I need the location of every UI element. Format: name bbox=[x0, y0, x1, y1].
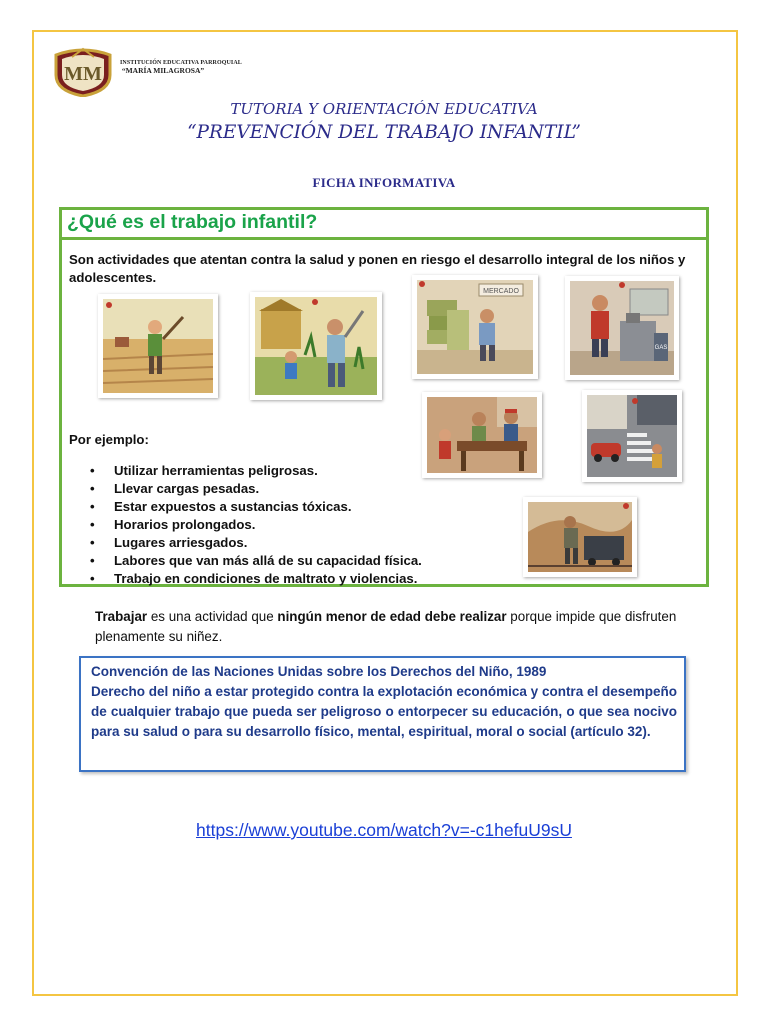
definition-intro: Son actividades que atentan contra la salud y ponen en riesgo el desarrollo integral de los niños y adolescentes. bbox=[69, 252, 686, 285]
definition-heading-bar bbox=[62, 210, 706, 240]
note-bold-2: ningún menor de edad debe realizar bbox=[277, 609, 507, 624]
illustration-child-farming bbox=[98, 294, 218, 398]
list-item: • Estar expuestos a sustancias tóxicas. bbox=[90, 498, 422, 516]
video-link[interactable]: https://www.youtube.com/watch?v=-c1hefuU9sU bbox=[196, 820, 572, 840]
list-item: • Trabajo en condiciones de maltrato y violencias. bbox=[90, 570, 422, 588]
market-sign-text: MERCADO bbox=[483, 288, 519, 295]
list-item: • Utilizar herramientas peligrosas. bbox=[90, 462, 422, 480]
definition-heading: ¿Qué es el trabajo infantil? bbox=[67, 211, 318, 233]
list-item: • Lugares arriesgados. bbox=[90, 534, 422, 552]
list-item: • Labores que van más allá de su capacidad física. bbox=[90, 552, 422, 570]
list-item: • Horarios prolongados. bbox=[90, 516, 422, 534]
illustration-street-crossing bbox=[582, 390, 682, 482]
illustration-violence-table bbox=[422, 392, 542, 478]
illustration-heavy-loads bbox=[412, 275, 538, 379]
page-title: “PREVENCIÓN DEL TRABAJO INFANTIL” bbox=[187, 122, 581, 143]
note-bold-1: Trabajar bbox=[95, 609, 148, 624]
convention-title: Convención de las Naciones Unidas sobre los Derechos del Niño, 1989 bbox=[91, 664, 547, 679]
list-item: • Llevar cargas pesadas. bbox=[90, 480, 422, 498]
note-text-1: es una actividad que bbox=[147, 609, 278, 624]
examples-label: Por ejemplo: bbox=[69, 432, 149, 447]
convention-text bbox=[91, 662, 677, 742]
sheet-label: FICHA INFORMATIVA bbox=[312, 175, 456, 190]
school-crest-logo bbox=[50, 45, 116, 97]
note-text-2: porque impide que disfruten plenamente su niñez. bbox=[95, 609, 677, 644]
illustration-kitchen-stove bbox=[565, 276, 679, 380]
illustration-mine-cart bbox=[523, 497, 637, 577]
examples-list bbox=[90, 462, 422, 588]
convention-body: Derecho del niño a estar protegido contra la explotación económica y contra el desempeño de cualquier trabajo que pueda ser peligroso o entorpecer su educación, o que sea nocivo para su salud o para su desarrollo físico, mental, espiritual, moral o social (artículo 32). bbox=[91, 684, 677, 739]
page-subtitle: TUTORIA Y ORIENTACIÓN EDUCATIVA bbox=[230, 100, 538, 118]
note-paragraph bbox=[95, 607, 695, 647]
institution-name bbox=[120, 60, 242, 75]
institution-line1: INSTITUCIÓN EDUCATIVA PARROQUIAL bbox=[120, 60, 242, 66]
svg-text:MM: MM bbox=[64, 63, 102, 85]
illustration-adult-machete bbox=[250, 292, 382, 400]
institution-line2: “MARÍA MILAGROSA” bbox=[121, 66, 205, 75]
gas-label-text: GAS bbox=[654, 345, 668, 351]
convention-box bbox=[79, 656, 686, 772]
